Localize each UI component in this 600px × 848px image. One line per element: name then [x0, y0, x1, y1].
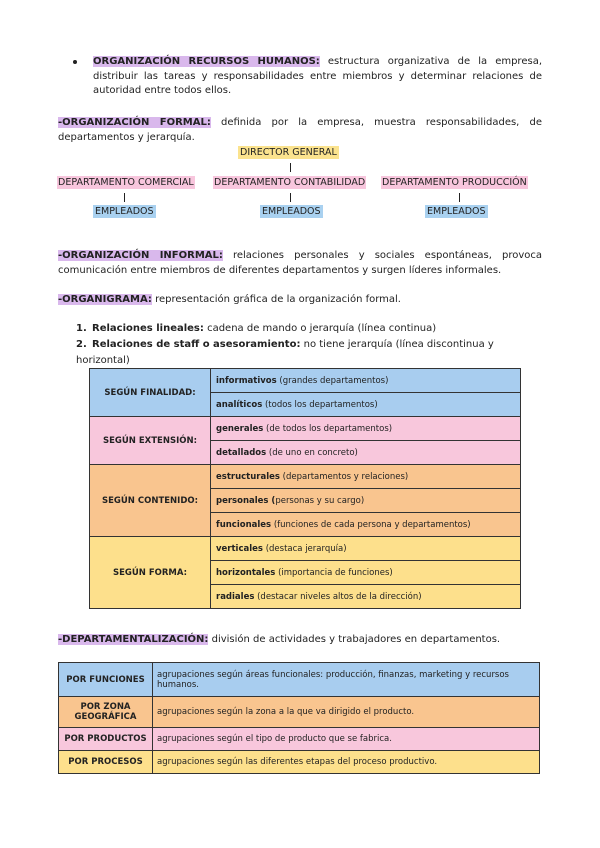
list-item-text: cadena de mando o jerarquía (línea continua): [203, 323, 437, 334]
table-cell: agrupaciones según las diferentes etapas del proceso productivo.: [153, 751, 540, 774]
organigrama-text: representación gráfica de la organización formal.: [151, 294, 401, 305]
table-category: SEGÚN EXTENSIÓN:: [90, 417, 211, 465]
table-cell: agrupaciones según el tipo de producto que se fabrica.: [153, 728, 540, 751]
table-cell: detallados (de uno en concreto): [211, 441, 521, 465]
table-cell: verticales (destaca jerarquía): [211, 537, 521, 561]
org-dept-produccion: DEPARTAMENTO PRODUCCIÓN: [382, 177, 527, 188]
table-cell: radiales (destacar niveles altos de la dirección): [211, 585, 521, 609]
org-dept-comercial: DEPARTAMENTO COMERCIAL: [58, 177, 194, 188]
organigrama-list: [76, 321, 546, 369]
table-category: POR PRODUCTOS: [59, 728, 153, 751]
list-item: [76, 337, 546, 369]
org-connector: [124, 193, 125, 202]
organigrama-term: -ORGANIGRAMA:: [58, 294, 152, 305]
table-category: POR PROCESOS: [59, 751, 153, 774]
table-category: SEGÚN CONTENIDO:: [90, 465, 211, 537]
table-row: [59, 728, 540, 751]
informal-term: -ORGANIZACIÓN INFORMAL:: [58, 250, 223, 261]
table-row: [90, 369, 521, 393]
informal-paragraph: [58, 249, 542, 278]
table-cell: agrupaciones según la zona a la que va dirigido el producto.: [153, 697, 540, 728]
table-category: POR ZONA GEOGRÁFICA: [59, 697, 153, 728]
org-empleados-contabilidad: EMPLEADOS: [262, 206, 321, 217]
table-cell: horizontales (importancia de funciones): [211, 561, 521, 585]
organigram-types-table: [89, 368, 521, 609]
dept-text: división de actividades y trabajadores en departamentos.: [208, 634, 501, 645]
table-row: [90, 537, 521, 561]
table-cell: informativos (grandes departamentos): [211, 369, 521, 393]
organigrama-paragraph: [58, 293, 542, 308]
list-number: 1.: [76, 323, 87, 334]
table-category: POR FUNCIONES: [59, 663, 153, 697]
table-row: [59, 751, 540, 774]
informal-text: relaciones personales y sociales espontáneas, provoca comunicación entre miembros de diferentes departamentos y surgen líderes informales.: [58, 250, 542, 276]
list-item: [76, 321, 546, 337]
table-cell: personales (personas y su cargo): [211, 489, 521, 513]
formal-paragraph: [58, 116, 542, 145]
org-dept-contabilidad: DEPARTAMENTO CONTABILIDAD: [214, 177, 366, 188]
table-cell: estructurales (departamentos y relaciones): [211, 465, 521, 489]
rrhh-text: estructura organizativa de la empresa, distribuir las tareas y responsabilidades entre miembros y determinar relaciones de autoridad entre todos ellos.: [93, 56, 542, 96]
org-connector: [290, 163, 291, 172]
list-item-bold: Relaciones de staff o asesoramiento:: [92, 339, 301, 350]
table-cell: analíticos (todos los departamentos): [211, 393, 521, 417]
table-cell: funcionales (funciones de cada persona y departamentos): [211, 513, 521, 537]
list-item-bold: Relaciones lineales:: [92, 323, 204, 334]
table-row: [59, 697, 540, 728]
rrhh-term: ORGANIZACIÓN RECURSOS HUMANOS:: [93, 56, 320, 67]
list-item-text: no tiene jerarquía (línea discontinua y horizontal): [76, 339, 494, 366]
org-empleados-comercial: EMPLEADOS: [95, 206, 154, 217]
org-director-general: DIRECTOR GENERAL: [240, 147, 337, 158]
table-row: [90, 465, 521, 489]
org-connector: [459, 193, 460, 202]
table-category: SEGÚN FORMA:: [90, 537, 211, 609]
table-row: [90, 417, 521, 441]
table-cell: agrupaciones según áreas funcionales: producción, finanzas, marketing y recursos humanos.: [153, 663, 540, 697]
bullet-icon: [73, 60, 77, 64]
rrhh-paragraph: [93, 55, 542, 99]
formal-term: -ORGANIZACIÓN FORMAL:: [58, 117, 211, 128]
table-category: SEGÚN FINALIDAD:: [90, 369, 211, 417]
dept-paragraph: [58, 633, 542, 648]
formal-text: definida por la empresa, muestra responsabilidades, de departamentos y jerarquía.: [58, 117, 542, 143]
list-number: 2.: [76, 339, 87, 350]
org-connector: [290, 193, 291, 202]
departmentalization-table: [58, 662, 540, 774]
org-empleados-produccion: EMPLEADOS: [427, 206, 486, 217]
table-cell: generales (de todos los departamentos): [211, 417, 521, 441]
dept-term: -DEPARTAMENTALIZACIÓN:: [58, 634, 209, 645]
table-row: [59, 663, 540, 697]
